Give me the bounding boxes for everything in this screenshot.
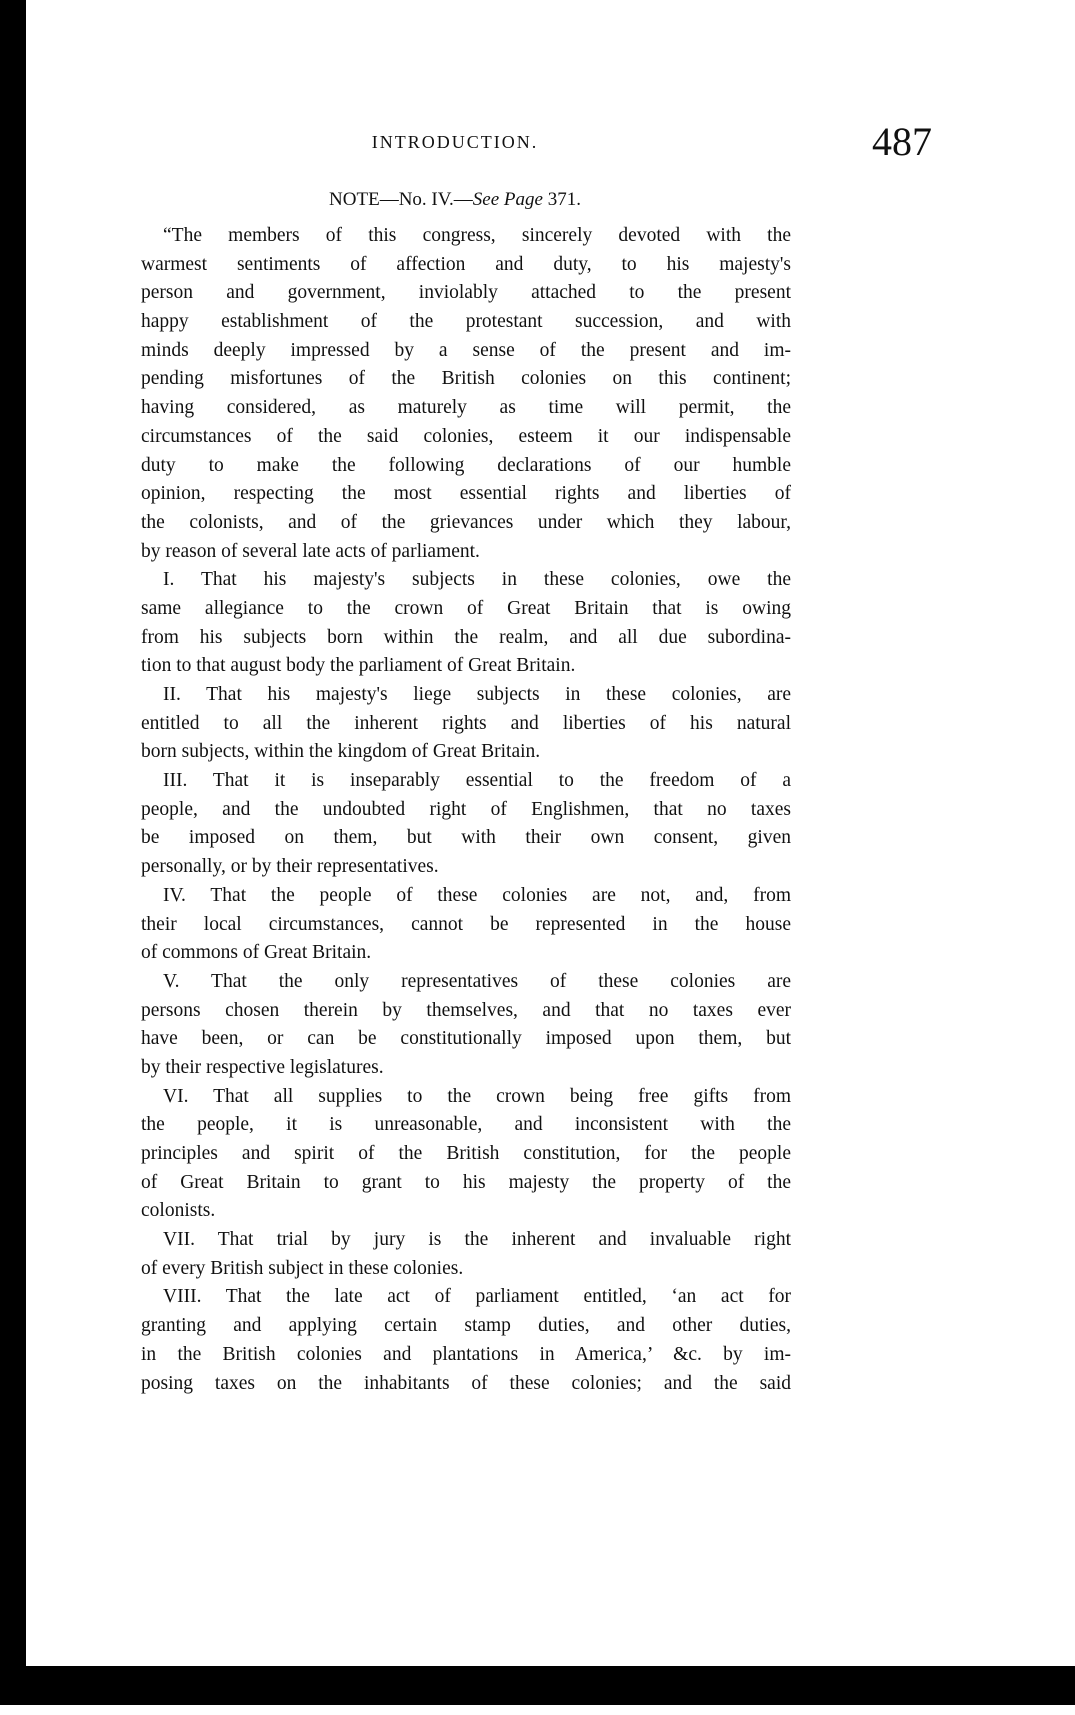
note-title	[0, 189, 910, 211]
paragraph	[141, 1283, 791, 1398]
text-line: from his subjects born within the realm, and all due subordina-	[141, 626, 791, 648]
text-line: persons chosen therein by themselves, and that no taxes ever	[141, 999, 791, 1021]
text-line: VII. That trial by jury is the inherent and invaluable right	[163, 1229, 791, 1251]
text-line: people, and the undoubted right of Englishmen, that no taxes	[141, 798, 791, 820]
paragraph	[141, 566, 791, 681]
text-line: in the British colonies and plantations in America,’ &c. by im-	[141, 1343, 791, 1365]
text-line: III. That it is inseparably essential to the freedom of a	[163, 770, 791, 792]
text-line: V. That the only representatives of these colonies are	[163, 970, 791, 992]
text-line: by their respective legislatures.	[141, 1056, 384, 1078]
text-line: “The members of this congress, sincerely devoted with the	[163, 225, 791, 246]
text-line: the people, it is unreasonable, and inconsistent with the	[141, 1114, 791, 1136]
text-line: born subjects, within the kingdom of Great Britain.	[141, 741, 541, 763]
paragraph	[141, 968, 791, 1083]
text-line: duty to make the following declarations of our humble	[141, 454, 791, 476]
body-text	[141, 222, 791, 1398]
note-see: See Page	[472, 189, 543, 210]
text-line: be imposed on them, but with their own consent, given	[141, 827, 791, 849]
paragraph	[141, 681, 791, 767]
text-line: VI. That all supplies to the crown being free gifts from	[163, 1085, 791, 1107]
text-line: personally, or by their representatives.	[141, 856, 439, 878]
paragraph	[141, 882, 791, 968]
text-line: of Great Britain to grant to his majesty the property of the	[141, 1171, 791, 1193]
text-line: posing taxes on the inhabitants of these colonies; and the said	[141, 1372, 791, 1394]
paragraph	[141, 222, 791, 566]
text-line: their local circumstances, cannot be represented in the house	[141, 913, 791, 935]
note-prefix: NOTE—No. IV.—	[329, 189, 473, 210]
text-line: of every British subject in these colonies.	[141, 1257, 464, 1279]
text-line: minds deeply impressed by a sense of the present and im-	[141, 339, 791, 361]
text-line: granting and applying certain stamp duties, and other duties,	[141, 1315, 791, 1337]
text-line: principles and spirit of the British constitution, for the people	[141, 1143, 791, 1164]
text-line: the colonists, and of the grievances under which they labour,	[141, 511, 791, 533]
page-number: 487	[872, 119, 932, 164]
paragraph	[141, 1083, 791, 1226]
text-line: person and government, inviolably attached to the present	[141, 282, 791, 304]
scan-bottom-edge	[0, 1666, 1075, 1705]
note-page-ref: 371.	[547, 189, 581, 210]
text-line: circumstances of the said colonies, esteem it our indispensable	[141, 425, 791, 447]
text-line: same allegiance to the crown of Great Britain that is owing	[141, 597, 791, 619]
text-line: opinion, respecting the most essential rights and liberties of	[141, 483, 791, 505]
text-line: tion to that august body the parliament of Great Britain.	[141, 655, 576, 677]
text-line: II. That his majesty's liege subjects in these colonies, are	[163, 684, 791, 705]
text-line: colonists.	[141, 1200, 216, 1222]
text-line: have been, or can be constitutionally imposed upon them, but	[141, 1028, 791, 1050]
text-line: I. That his majesty's subjects in these colonies, owe the	[163, 569, 791, 591]
text-line: happy establishment of the protestant succession, and with	[141, 311, 791, 333]
paragraph	[141, 767, 791, 882]
running-head: INTRODUCTION.	[371, 132, 539, 152]
text-line: of commons of Great Britain.	[141, 942, 372, 964]
text-line: having considered, as maturely as time will permit, the	[141, 397, 791, 419]
text-line: IV. That the people of these colonies are not, and, from	[163, 884, 791, 906]
text-line: entitled to all the inherent rights and liberties of his natural	[141, 712, 791, 734]
text-line: VIII. That the late act of parliament entitled, ‘an act for	[163, 1286, 791, 1308]
text-line: warmest sentiments of affection and duty, to his majesty's	[141, 253, 791, 275]
scan-left-edge	[0, 0, 26, 1705]
text-line: pending misfortunes of the British colonies on this continent;	[141, 368, 791, 390]
paragraph	[141, 1226, 791, 1283]
text-line: by reason of several late acts of parliament.	[141, 540, 480, 562]
